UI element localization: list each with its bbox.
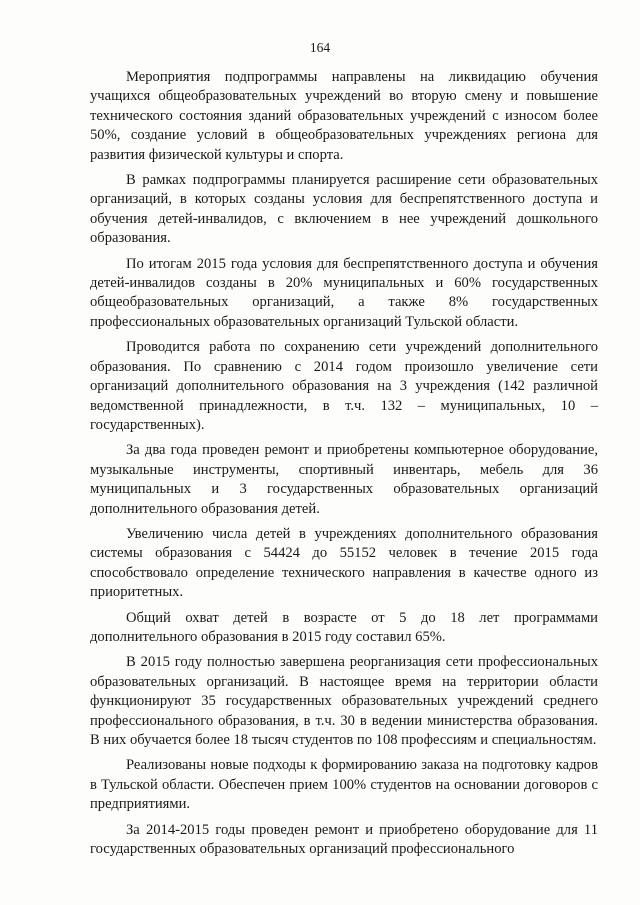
paragraph-repairs-equipment: За два года проведен ремонт и приобретены компьютерное оборудование, музыкальные инструменты, спортивный инвентарь, мебель для 36 муниципальных и 3 государственных образовательных организаций дополнительного образования детей.	[90, 442, 598, 517]
paragraph-vocational-repairs: За 2014-2015 годы проведен ремонт и приобретено оборудование для 11 государственных образовательных организаций профессионального	[90, 821, 598, 858]
paragraph-network-expansion: В рамках подпрограммы планируется расширение сети образовательных организаций, в которых созданы условия для беспрепятственного доступа и обучения детей-инвалидов, с включением в нее учреждений дошкольного образования.	[90, 172, 598, 247]
paragraph-children-growth: Увеличению числа детей в учреждениях дополнительного образования системы образования с 54424 до 55152 человек в течение 2015 года способствовало определение технического направления в качестве одного из приоритетных.	[90, 525, 598, 601]
paragraph-additional-education-network: Проводится работа по сохранению сети учреждений дополнительного образования. По сравнению с 2014 годом произошло увеличение сети организаций дополнительного образования на 3 учреждения (142 различной ведомственной принадлежности, в т.ч. 132 – муниципальных, 10 – государственных).	[90, 339, 598, 433]
paragraph-accessibility-results: По итогам 2015 года условия для беспрепятственного доступа и обучения детей-инвалидов созданы в 20% муниципальных и 60% государственных общеобразовательных организаций, а также 8% государственных профессиональных образовательных организаций Тульской области.	[90, 255, 598, 330]
paragraph-subprogram-goals: Мероприятия подпрограммы направлены на ликвидацию обучения учащихся общеобразовательных учреждений во вторую смену и повышение технического состояния зданий образовательных учреждений с износом более 50%, создание условий в общеобразовательных учреждениях региона для развития физической культуры и спорта.	[90, 69, 598, 163]
page-body	[90, 68, 598, 865]
paragraph-coverage: Общий охват детей в возрасте от 5 до 18 лет программами дополнительного образования в 2015 году составил 65%.	[90, 609, 598, 645]
paragraph-reorganization: В 2015 году полностью завершена реорганизация сети профессиональных образовательных организаций. В настоящее время на территории области функционируют 35 государственных образовательных учреждений среднего профессионального образования, в т.ч. 30 в ведении министерства образования. В них обучается более 18 тысяч студентов по 108 профессиям и специальностям.	[90, 654, 598, 748]
paragraph-personnel-training: Реализованы новые подходы к формированию заказа на подготовку кадров в Тульской области. Обеспечен прием 100% студентов на основании договоров с предприятиями.	[90, 757, 598, 813]
page-number: 164	[309, 40, 331, 55]
